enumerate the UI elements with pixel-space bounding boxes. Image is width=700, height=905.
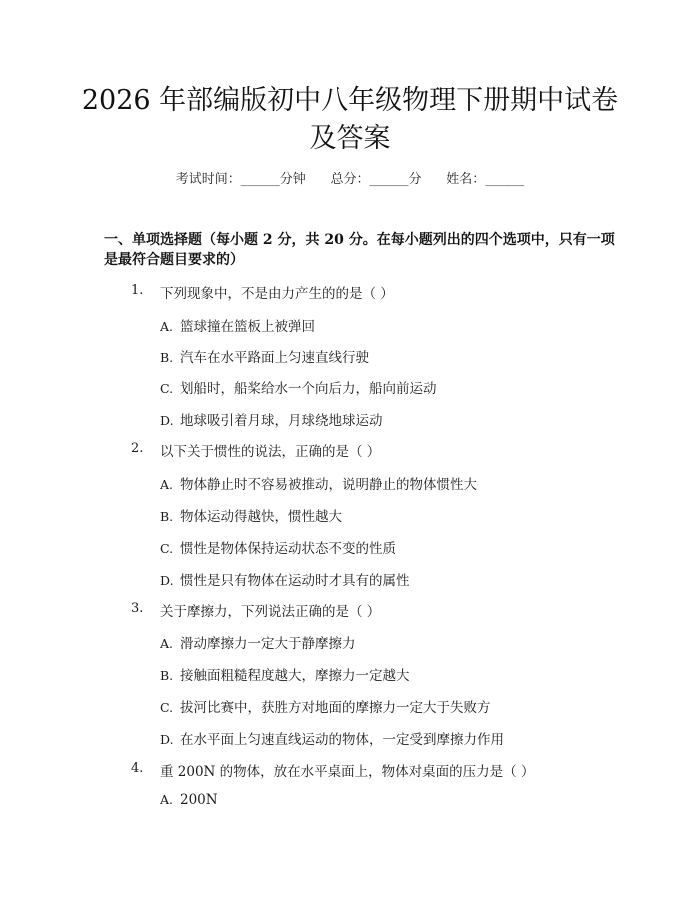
option-item: [160, 409, 383, 429]
option-letter: A.: [160, 477, 174, 492]
option-text: 滑动摩擦力一定大于静摩擦力: [180, 636, 356, 652]
option-text: 物体静止时不容易被推动，说明静止的物体惯性大: [180, 477, 477, 493]
question-number: 2.: [131, 441, 144, 456]
question-text: 关于摩擦力，下列说法正确的是（ ）: [160, 604, 381, 620]
option-item: [160, 346, 369, 366]
option-text: 200N: [180, 792, 218, 808]
option-letter: D.: [160, 413, 174, 428]
option-letter: C.: [160, 700, 174, 715]
exam-info-line: 考试时间：______分钟 总分：______分 姓名：______: [175, 172, 525, 187]
option-item: [160, 377, 437, 397]
question-number: 4.: [131, 761, 144, 776]
option-letter: A.: [160, 636, 174, 651]
option-text: 地球吸引着月球，月球绕地球运动: [180, 413, 383, 429]
option-item: [160, 569, 410, 589]
option-item: [160, 632, 356, 652]
option-item: [160, 473, 477, 493]
option-text: 汽车在水平路面上匀速直线行驶: [180, 350, 369, 366]
option-text: 划船时，船桨给水一个向后力，船向前运动: [180, 381, 437, 397]
question-text: 以下关于惯性的说法，正确的是（ ）: [160, 444, 381, 460]
option-text: 篮球撞在篮板上被弹回: [180, 319, 315, 335]
option-letter: A.: [160, 319, 174, 334]
option-letter: C.: [160, 541, 174, 556]
section-heading-line-1: 一、单项选择题（每小题 2 分，共 20 分。在每小题列出的四个选项中，只有一项: [104, 232, 615, 248]
option-item: [160, 696, 491, 716]
option-letter: B.: [160, 350, 174, 365]
option-item: [160, 505, 342, 525]
option-letter: B.: [160, 509, 174, 524]
option-item: [160, 664, 410, 684]
option-letter: D.: [160, 573, 174, 588]
option-letter: C.: [160, 381, 174, 396]
question-number: 1.: [131, 283, 144, 298]
option-text: 拔河比赛中，获胜方对地面的摩擦力一定大于失败方: [180, 700, 491, 716]
option-text: 接触面粗糙程度越大，摩擦力一定越大: [180, 668, 410, 684]
option-item: [160, 315, 315, 335]
option-item: [160, 537, 396, 557]
exam-title-line-1: 2026 年部编版初中八年级物理下册期中试卷: [81, 85, 619, 116]
option-item: [160, 728, 504, 748]
option-text: 惯性是物体保持运动状态不变的性质: [180, 541, 396, 557]
section-heading-line-2: 是最符合题目要求的）: [104, 252, 244, 268]
option-text: 物体运动得越快，惯性越大: [180, 509, 342, 525]
option-text: 惯性是只有物体在运动时才具有的属性: [180, 573, 410, 589]
exam-title-line-2: 及答案: [309, 123, 391, 154]
option-letter: D.: [160, 732, 174, 747]
question-text: 下列现象中，不是由力产生的的是（ ）: [160, 286, 394, 302]
question-text: 重 200N 的物体，放在水平桌面上，物体对桌面的压力是（ ）: [160, 764, 535, 780]
question-number: 3.: [131, 601, 144, 616]
option-letter: A.: [160, 792, 174, 807]
option-text: 在水平面上匀速直线运动的物体，一定受到摩擦力作用: [180, 732, 504, 748]
option-item: [160, 792, 218, 808]
option-letter: B.: [160, 668, 174, 683]
